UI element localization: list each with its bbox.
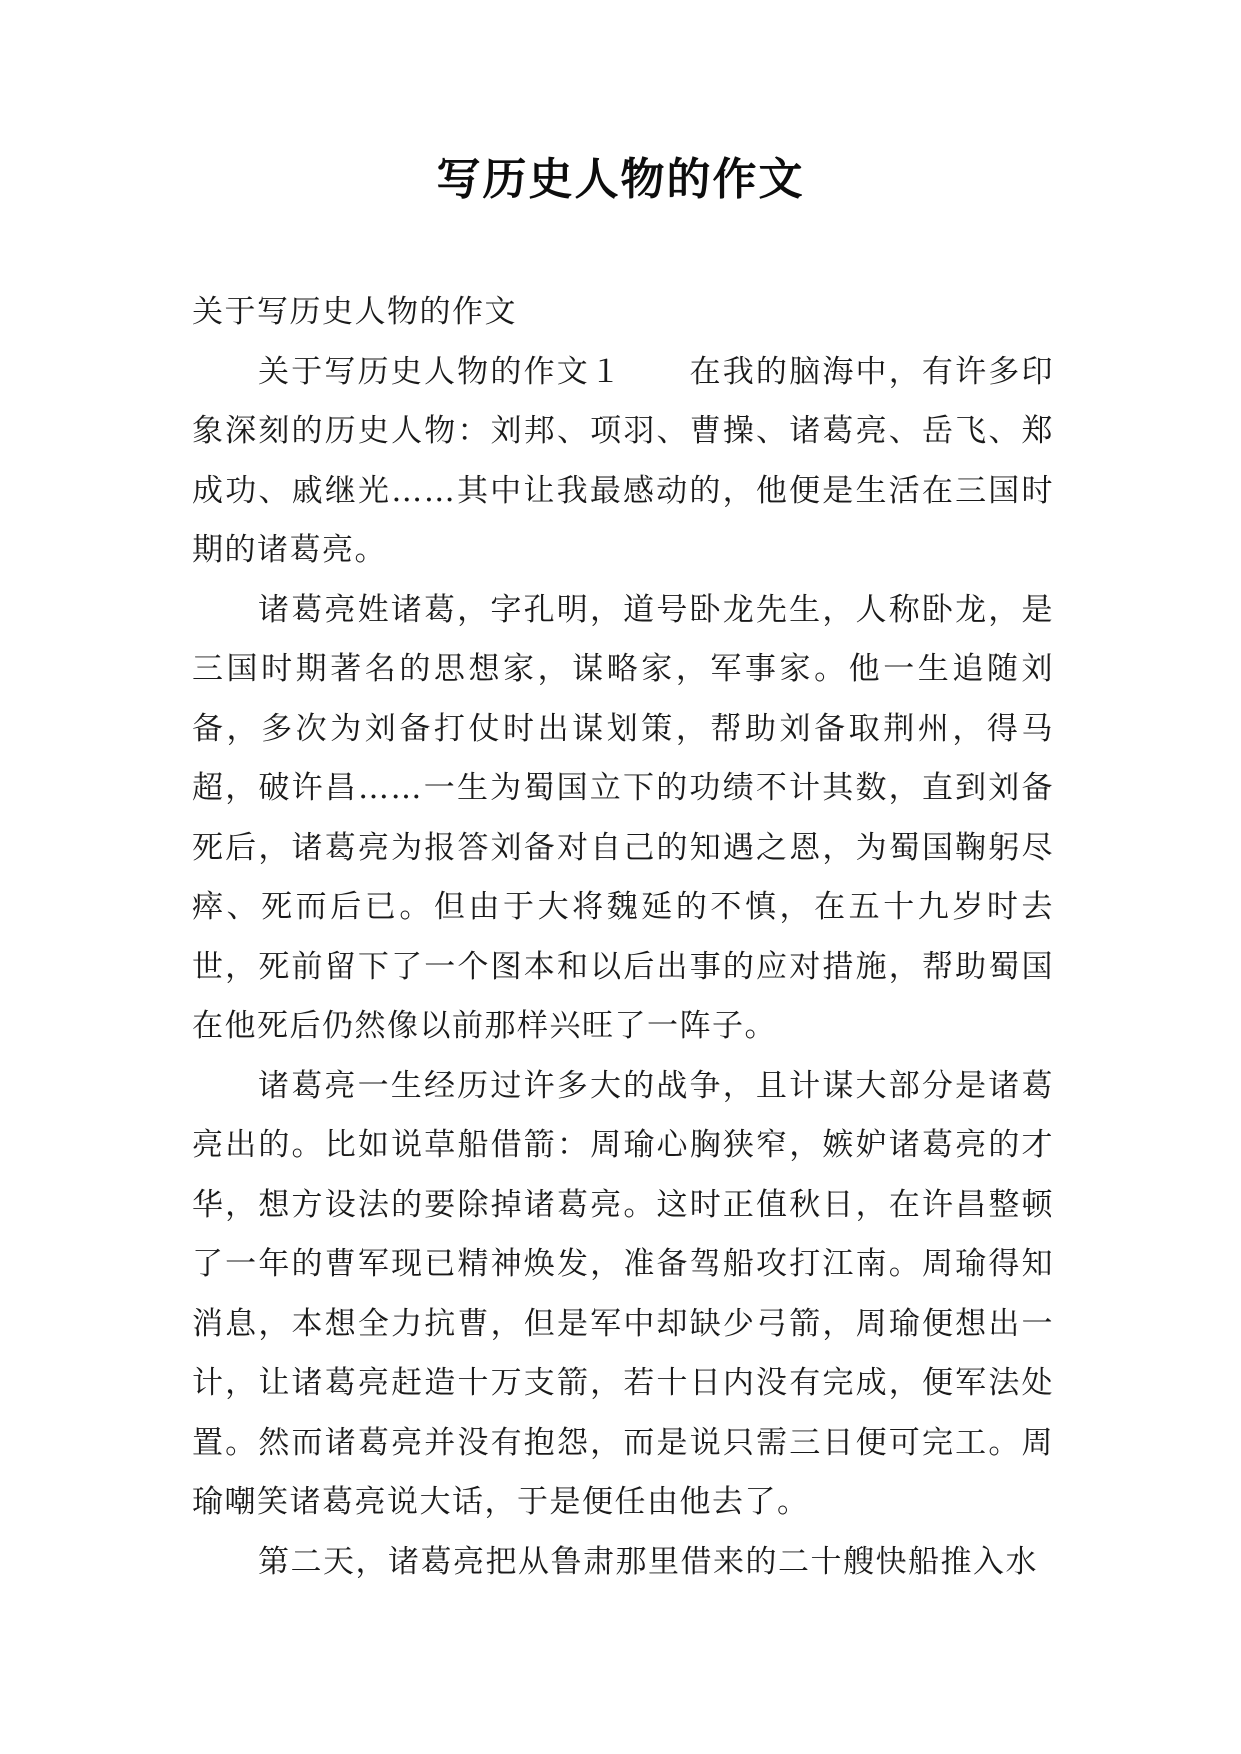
document-subtitle: 关于写历史人物的作文 <box>192 294 517 330</box>
document-title: 写历史人物的作文 <box>436 154 805 205</box>
document-body <box>192 283 1054 1592</box>
paragraph: 第二天，诸葛亮把从鲁肃那里借来的二十艘快船推入水 <box>258 1543 1038 1580</box>
paragraph: 关于写历史人物的作文１ 在我的脑海中，有许多印象深刻的历史人物：刘邦、项羽、曹操、诸葛亮、岳飞、郑成功、戚继光……其中让我最感动的，他便是生活在三国时期的诸葛亮。 <box>192 353 1054 568</box>
paragraph: 诸葛亮一生经历过许多大的战争，且计谋大部分是诸葛亮出的。比如说草船借箭：周瑜心胸狭窄，嫉妒诸葛亮的才华，想方设法的要除掉诸葛亮。这时正值秋日，在许昌整顿了一年的曹军现已精神焕发，准备驾船攻打江南。周瑜得知消息，本想全力抗曹，但是军中却缺少弓箭，周瑜便想出一计，让诸葛亮赶造十万支箭，若十日内没有完成，便军法处置。然而诸葛亮并没有抱怨，而是说只需三日便可完工。周瑜嘲笑诸葛亮说大话，于是便任由他去了。 <box>192 1067 1054 1520</box>
paragraph: 诸葛亮姓诸葛，字孔明，道号卧龙先生，人称卧龙，是三国时期著名的思想家，谋略家，军事家。他一生追随刘备，多次为刘备打仗时出谋划策，帮助刘备取荆州，得马超，破许昌……一生为蜀国立下的功绩不计其数，直到刘备死后，诸葛亮为报答刘备对自己的知遇之恩，为蜀国鞠躬尽瘁、死而后已。但由于大将魏延的不慎，在五十九岁时去世，死前留下了一个图本和以后出事的应对措施，帮助蜀国在他死后仍然像以前那样兴旺了一阵子。 <box>192 591 1054 1044</box>
